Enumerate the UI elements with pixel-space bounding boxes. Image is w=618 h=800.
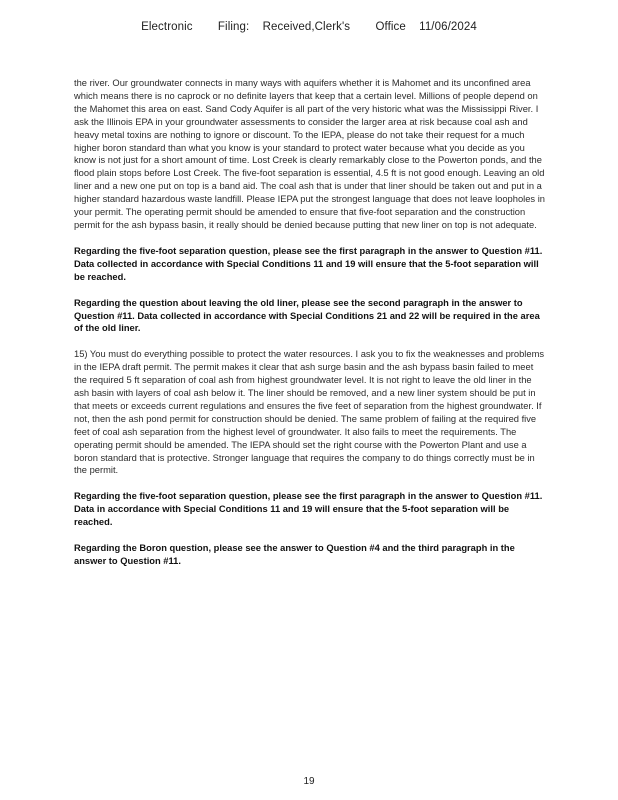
- response-five-foot-separation: Regarding the five-foot separation question, please see the first paragraph in the answer to Question #11. Data collected in accordance with Special Conditions 11 and 19 will ensure that the 5-foot separation will be reached.: [74, 245, 543, 282]
- comment-15: 15) You must do everything possible to protect the water resources. I ask you to fix the weaknesses and problems in the IEPA draft permit. The permit makes it clear that ash surge basin and the ash bypass basin failed to meet the required 5 ft separation of coal ash from highest groundwater level. It is not right to leave the old liner in the ash basin with layers of coal ash below it. The liner should be removed, and a new liner system should be put in that meets or exceeds current regulations and ensures the five feet of separation from the highest groundwater. If not, then the ash pond permit for construction should be denied. The same problem of failing at the required five feet of coal ash separation from the highest level of groundwater. It also fails to meet the requirements. The operating permit should be amended. The IEPA should set the right course with the Powerton Plant and use a boron standard that is protective. Stronger language that requires the company to do things correctly must be in the permit.: [74, 349, 545, 476]
- response-old-liner: Regarding the question about leaving the old liner, please see the second paragraph in the answer to Question #11. Data collected in accordance with Special Conditions 21 and 22 will be required in the area of the old liner.: [74, 297, 540, 334]
- comment-paragraph: the river. Our groundwater connects in many ways with aquifers whether it is Mahomet and its unconfined area which means there is no caprock or no definite layers that keep that a certain level. Millions of people depend on the Mahomet this area on east. Sand Cody Aquifer is all part of the very historic what was the Mississippi River. I ask the Illinois EPA in your groundwater assessments to consider the larger area at risk because coal ash and heavy metal toxins are nothing to ignore or discount. To the IEPA, please do not take their request for a much higher boron standard than what you know is your standard to protect water because what you decide as you know is not just for a short amount of time. Lost Creek is clearly remarkably close to the Powerton ponds, and the flood plain stops before Lost Creek. The five-foot separation is essential, 4.5 ft is not good enough. Leaving an old liner and a new one put on top is a band aid. The coal ash that is under that liner should be taken out and put in a higher standard hazardous waste landfill. Please IEPA put the strongest language that does not leave loopholes in your permit. The operating permit should be amended to ensure that five-foot separation and the construction permit for the ash bypass basin, it really should be denied because putting that new liner on top is not adequate.: [74, 78, 545, 230]
- document-body: [74, 77, 546, 581]
- filing-header: [0, 21, 618, 33]
- response-boron: Regarding the Boron question, please see the answer to Question #4 and the third paragraph in the answer to Question #11.: [74, 543, 515, 566]
- response-five-foot-separation-2: Regarding the five-foot separation question, please see the first paragraph in the answer to Question #11. Data in accordance with Special Conditions 11 and 19 will ensure that the 5-foot separation will be reached.: [74, 491, 543, 528]
- header-office: Office: [375, 21, 406, 33]
- header-electronic: Electronic: [141, 21, 193, 33]
- header-date: 11/06/2024: [419, 21, 477, 33]
- header-filing: Filing:: [217, 21, 250, 33]
- page-number: 19: [303, 776, 315, 787]
- header-received: Received,Clerk's: [262, 21, 351, 33]
